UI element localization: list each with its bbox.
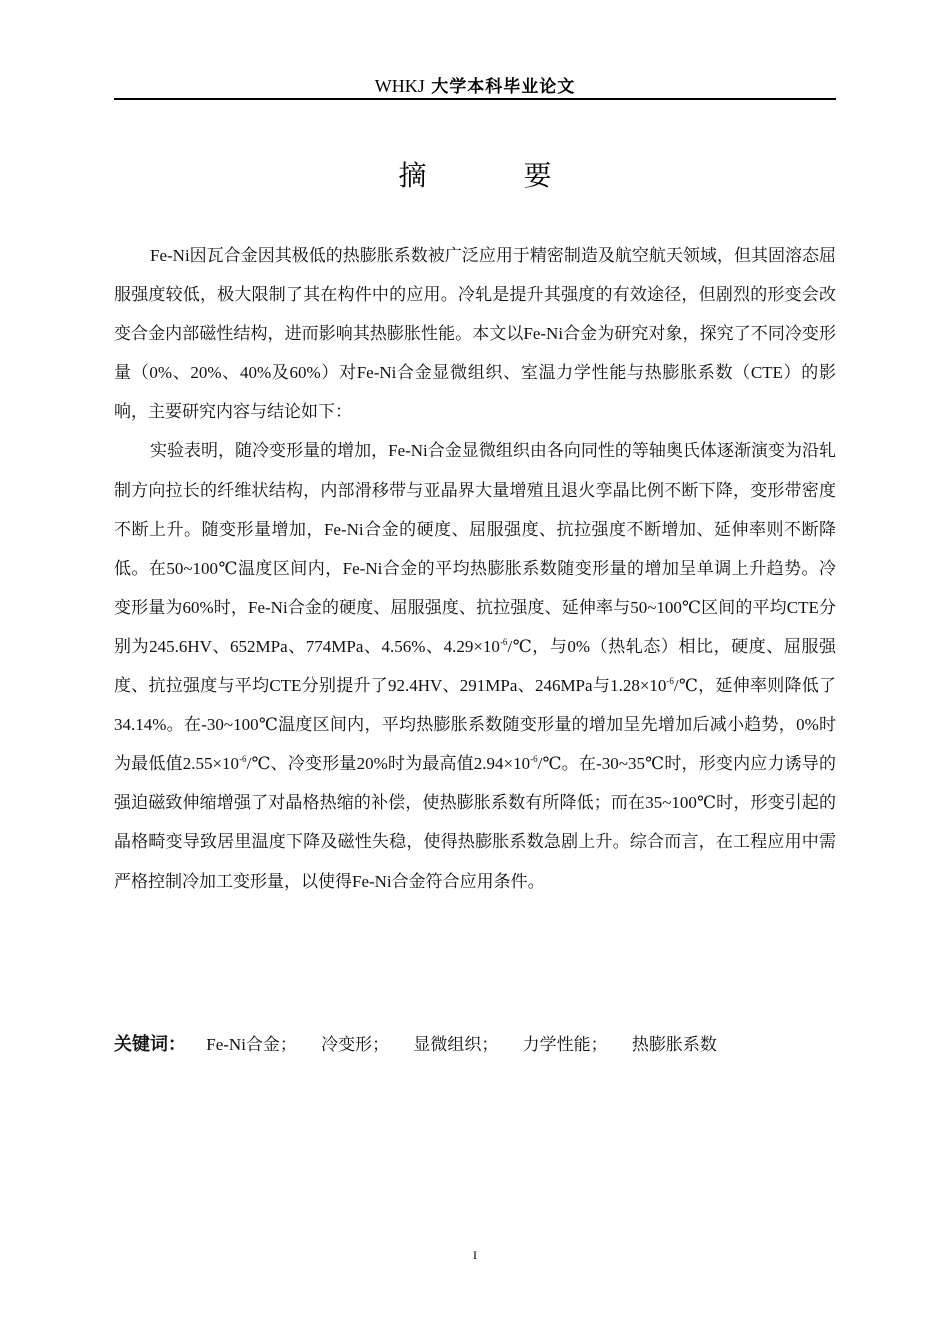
- keywords-line: [114, 1030, 836, 1056]
- paragraph-2-text-3: /℃，延伸率则降低了34.14%。在-30~100℃温度区间内，平均热膨胀系数随变形量的增加呈先增加后减小趋势，0%时为最低值2.55×10: [114, 676, 836, 774]
- page-title: 摘 要: [398, 159, 596, 192]
- paragraph-2-text-4: /℃、冷变形量20%时为最高值2.94×10: [246, 754, 531, 774]
- page-number: I: [473, 1248, 477, 1262]
- abstract-paragraph-2: [114, 431, 836, 900]
- keyword-item: 冷变形；: [321, 1035, 390, 1054]
- paragraph-2-text-2: /℃，与0%（热轧态）相比，硬度、屈服强度、抗拉强度与平均CTE分别提升了92.4HV、291MPa、246MPa与1.28×10: [114, 636, 836, 696]
- abstract-paragraph-1: Fe-Ni因瓦合金因其极低的热膨胀系数被广泛应用于精密制造及航空航天领域，但其固溶态屈服强度较低，极大限制了其在构件中的应用。冷轧是提升其强度的有效途径，但剧烈的形变会改变合金内部磁性结构，进而影响其热膨胀性能。本文以Fe-Ni合金为研究对象，探究了不同冷变形量（0%、20%、40%及60%）对Fe-Ni合金显微组织、室温力学性能与热膨胀系数（CTE）的影响，主要研究内容与结论如下：: [114, 246, 836, 422]
- keyword-item: 热膨胀系数: [631, 1035, 717, 1054]
- keyword-item: 力学性能；: [522, 1035, 608, 1054]
- header-school: 大学本科毕业论文: [431, 77, 576, 97]
- exponent-1: -6: [499, 636, 508, 647]
- exponent-4: -6: [530, 754, 538, 765]
- running-header: [114, 72, 836, 97]
- keywords-label: 关键词：: [114, 1034, 186, 1055]
- header-code: WHKJ: [374, 76, 425, 96]
- exponent-3: -6: [239, 754, 247, 765]
- keyword-item: Fe-Ni合金；: [206, 1035, 297, 1054]
- paragraph-2-text-1: 实验表明，随冷变形量的增加，Fe-Ni合金显微组织由各向同性的等轴奥氏体逐渐演变为沿轧制方向拉长的纤维状结构，内部滑移带与亚晶界大量增殖且退火孪晶比例不断下降，变形带密度不断上升。随变形量增加，Fe-Ni合金的硬度、屈服强度、抗拉强度不断增加、延伸率则不断降低。在50~100℃温度区间内，Fe-Ni合金的平均热膨胀系数随变形量的增加呈单调上升趋势。冷变形量为60%时，Fe-Ni合金的硬度、屈服强度、抗拉强度、延伸率与50~100℃区间的平均CTE分别为245.6HV、652MPa、774MPa、4.56%、4.29×10: [114, 441, 836, 656]
- abstract-body: [114, 236, 836, 901]
- paragraph-2-text-5: /℃。在-30~35℃时，形变内应力诱导的强迫磁致伸缩增强了对晶格热缩的补偿，使热膨胀系数有所降低；而在35~100℃时，形变引起的晶格畸变导致居里温度下降及磁性失稳，使得热膨胀系数急剧上升。综合而言，在工程应用中需严格控制冷加工变形量，以使得Fe-Ni合金符合应用条件。: [114, 754, 836, 891]
- exponent-2: -6: [666, 676, 674, 687]
- header-rule: [114, 98, 836, 100]
- keyword-item: 显微组织；: [413, 1035, 499, 1054]
